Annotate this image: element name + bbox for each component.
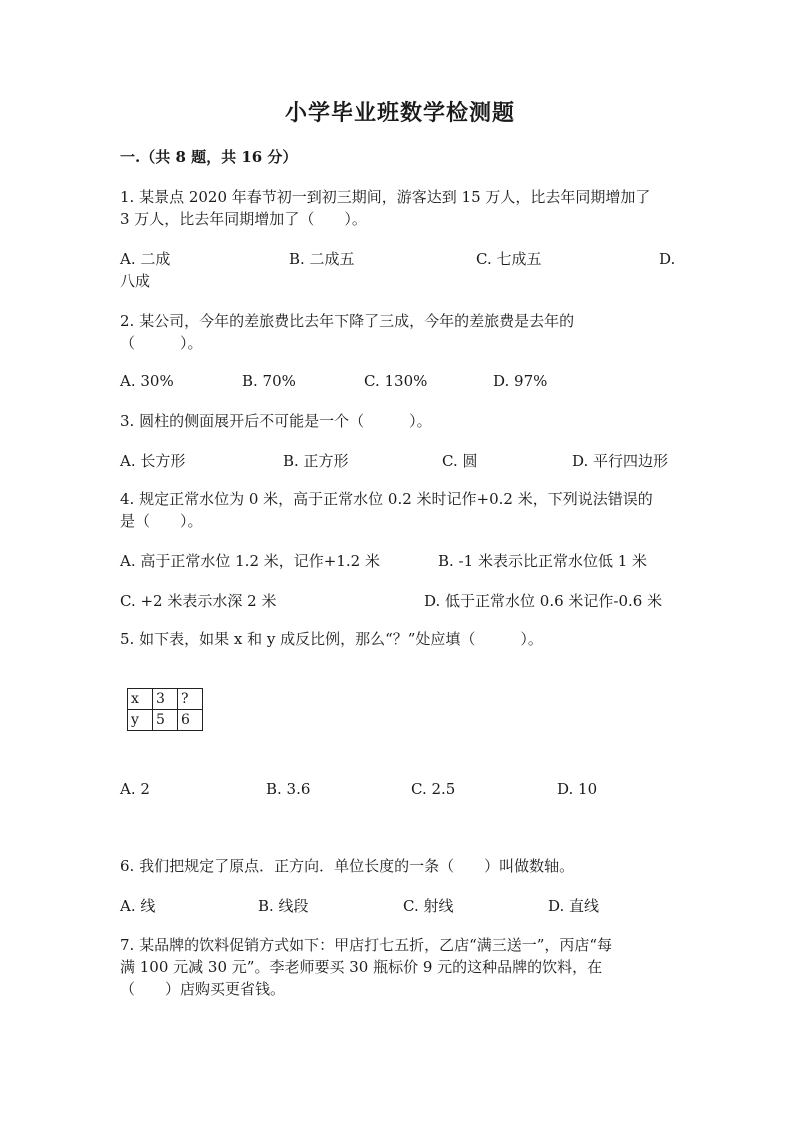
table-cell: y [128,710,153,731]
page-title: 小学毕业班数学检测题 [284,100,515,126]
question-6-option-d: D. 直线 [548,897,600,915]
table-cell: 6 [178,710,203,731]
question-6-option-b: B. 线段 [258,897,309,915]
question-2-option-d: D. 97% [493,372,548,390]
table-cell: x [128,689,153,710]
question-4-line-1: 4. 规定正常水位为 0 米，高于正常水位 0.2 米时记作+0.2 米，下列说法错误的 [120,490,653,508]
question-5-line-1: 5. 如下表，如果 x 和 y 成反比例，那么“？”处应填（ ）。 [120,630,543,648]
question-5-option-c: C. 2.5 [411,780,456,798]
table-cell: 3 [153,689,178,710]
question-3-option-c: C. 圆 [442,452,478,470]
question-4-option-b: B. -1 米表示比正常水位低 1 米 [438,552,648,570]
question-6-option-a: A. 线 [120,897,156,915]
table-cell: ? [178,689,203,710]
question-4-option-a: A. 高于正常水位 1.2 米，记作+1.2 米 [120,552,380,570]
question-4-option-d: D. 低于正常水位 0.6 米记作-0.6 米 [424,592,663,610]
question-6-line-1: 6. 我们把规定了原点．正方向．单位长度的一条（ ）叫做数轴。 [120,857,575,875]
question-1-option-b: B. 二成五 [289,250,355,268]
question-2-option-b: B. 70% [242,372,296,390]
table-cell: 5 [153,710,178,731]
question-7-line-3: （ ）店购买更省钱。 [120,980,286,998]
xy-table [127,688,203,731]
table-row [128,710,203,731]
question-1-option-d-text: 八成 [120,272,151,290]
question-1-option-a: A. 二成 [120,250,171,268]
question-2-line-2: （ ）。 [120,334,203,352]
question-5-option-d: D. 10 [557,780,598,798]
question-3-option-d: D. 平行四边形 [572,452,669,470]
question-7-line-1: 7. 某品牌的饮料促销方式如下：甲店打七五折，乙店“满三送一”，丙店“每 [120,936,613,954]
question-4-option-c: C. +2 米表示水深 2 米 [120,592,277,610]
question-1-option-d: D. [659,250,676,268]
question-3-line-1: 3. 圆柱的侧面展开后不可能是一个（ ）。 [120,412,432,430]
question-4-line-2: 是（ ）。 [120,512,203,530]
question-6-option-c: C. 射线 [403,897,454,915]
question-1-option-c: C. 七成五 [476,250,542,268]
question-1-line-2: 3 万人，比去年同期增加了（ ）。 [120,210,367,228]
section-header: 一.（共 8 题，共 16 分） [120,148,298,166]
question-2-option-a: A. 30% [120,372,174,390]
question-2-option-c: C. 130% [364,372,428,390]
question-7-line-2: 满 100 元减 30 元”。李老师要买 30 瓶标价 9 元的这种品牌的饮料，在 [120,958,603,976]
table-row [128,689,203,710]
question-3-option-a: A. 长方形 [120,452,186,470]
question-3-option-b: B. 正方形 [283,452,349,470]
question-5-option-b: B. 3.6 [266,780,311,798]
question-5-option-a: A. 2 [120,780,150,798]
question-1-line-1: 1. 某景点 2020 年春节初一到初三期间，游客达到 15 万人，比去年同期增加了 [120,188,651,206]
question-2-line-1: 2. 某公司，今年的差旅费比去年下降了三成，今年的差旅费是去年的 [120,312,575,330]
